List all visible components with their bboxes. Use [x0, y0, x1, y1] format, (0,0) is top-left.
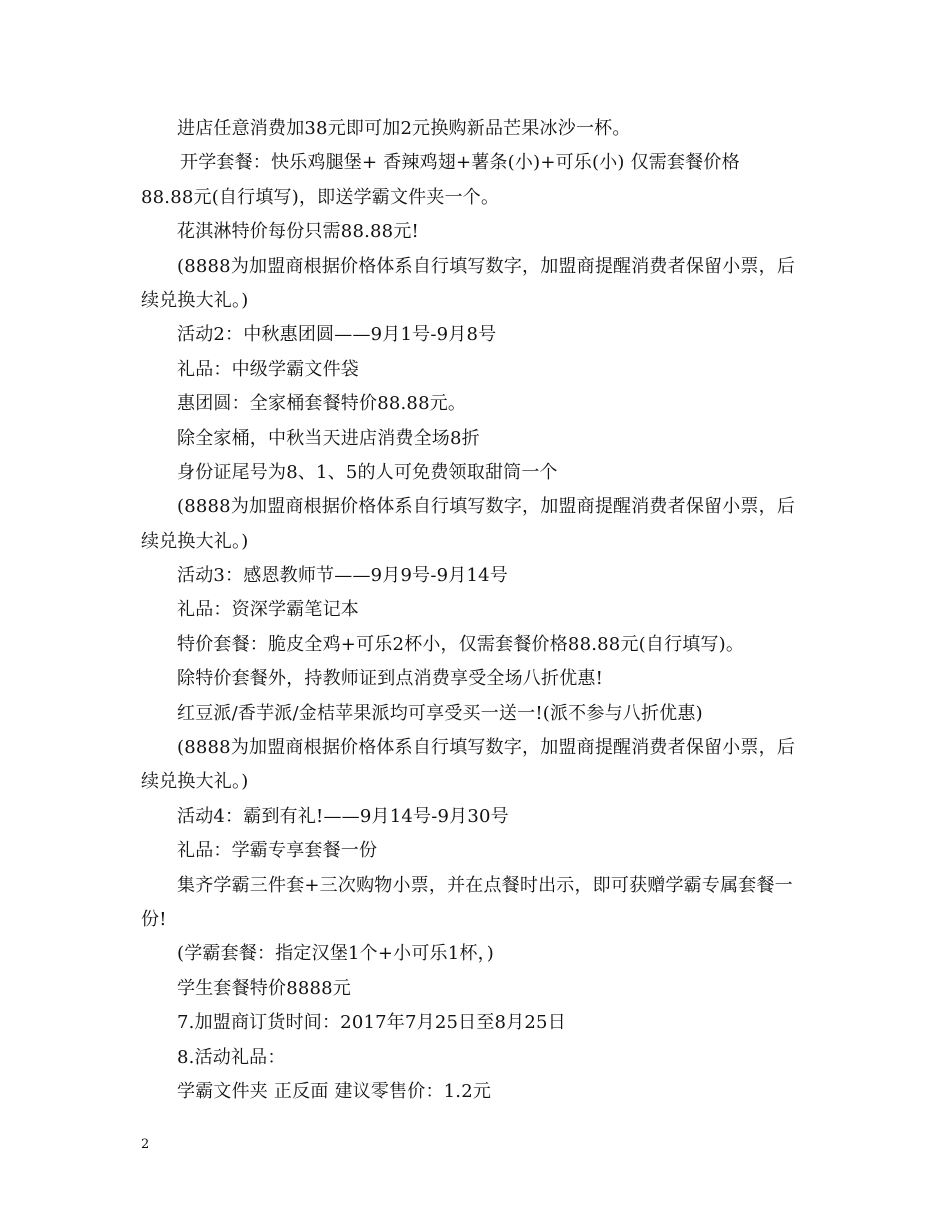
text-line: (8888为加盟商根据价格体系自行填写数字，加盟商提醒消费者保留小票，后	[177, 255, 796, 277]
text-line: 续兑换大礼。)	[141, 771, 249, 793]
text-line: 进店任意消费加38元即可加2元换购新品芒果冰沙一杯。	[177, 118, 631, 139]
section-heading: 活动2：中秋惠团圆——9月1号-9月8号	[177, 324, 497, 346]
text-line: 88.88元(自行填写)，即送学霸文件夹一个。	[141, 186, 500, 208]
text-line: 集齐学霸三件套+三次购物小票，并在点餐时出示，即可获赠学霸专属套餐一	[177, 874, 793, 896]
text-line: (学霸套餐：指定汉堡1个+小可乐1杯，)	[177, 943, 495, 965]
text-line: 续兑换大礼。)	[141, 530, 249, 552]
text-line: 特价套餐：脆皮全鸡+可乐2杯小，仅需套餐价格88.88元(自行填写)。	[177, 633, 745, 655]
text-line: 惠团圆：全家桶套餐特价88.88元。	[177, 393, 467, 415]
text-line: 份!	[141, 908, 167, 930]
text-line: 除全家桶，中秋当天进店消费全场8折	[177, 427, 480, 449]
text-line: (8888为加盟商根据价格体系自行填写数字，加盟商提醒消费者保留小票，后	[177, 496, 796, 518]
text-line: 礼品：学霸专享套餐一份	[177, 840, 378, 862]
text-line: 学生套餐特价8888元	[177, 977, 352, 999]
text-line: 红豆派/香芋派/金桔苹果派均可享受买一送一!(派不参与八折优惠)	[177, 702, 703, 724]
text-line: 除特价套餐外，持教师证到点消费享受全场八折优惠!	[177, 668, 604, 690]
text-line: 续兑换大礼。)	[141, 289, 249, 311]
page-number: 2	[141, 1137, 150, 1152]
text-line: 礼品：中级学霸文件袋	[177, 358, 359, 380]
section-heading: 活动3：感恩教师节——9月9号-9月14号	[177, 565, 508, 587]
text-line: 礼品：资深学霸笔记本	[177, 599, 359, 621]
text-line: 身份证尾号为8、1、5的人可免费领取甜筒一个	[177, 461, 558, 483]
text-line: 学霸文件夹 正反面 建议零售价：1.2元	[177, 1080, 492, 1102]
text-line: (8888为加盟商根据价格体系自行填写数字，加盟商提醒消费者保留小票，后	[177, 737, 796, 759]
text-line: 7.加盟商订货时间：2017年7月25日至8月25日	[177, 1012, 566, 1034]
text-line: 花淇淋特价每份只需88.88元!	[177, 221, 419, 243]
text-line: 8.活动礼品：	[177, 1046, 286, 1068]
text-line: 开学套餐：快乐鸡腿堡+ 香辣鸡翅+薯条(小)+可乐(小) 仅需套餐价格	[180, 152, 740, 174]
section-heading: 活动4：霸到有礼!——9月14号-9月30号	[177, 805, 509, 827]
page-body	[141, 112, 811, 1109]
